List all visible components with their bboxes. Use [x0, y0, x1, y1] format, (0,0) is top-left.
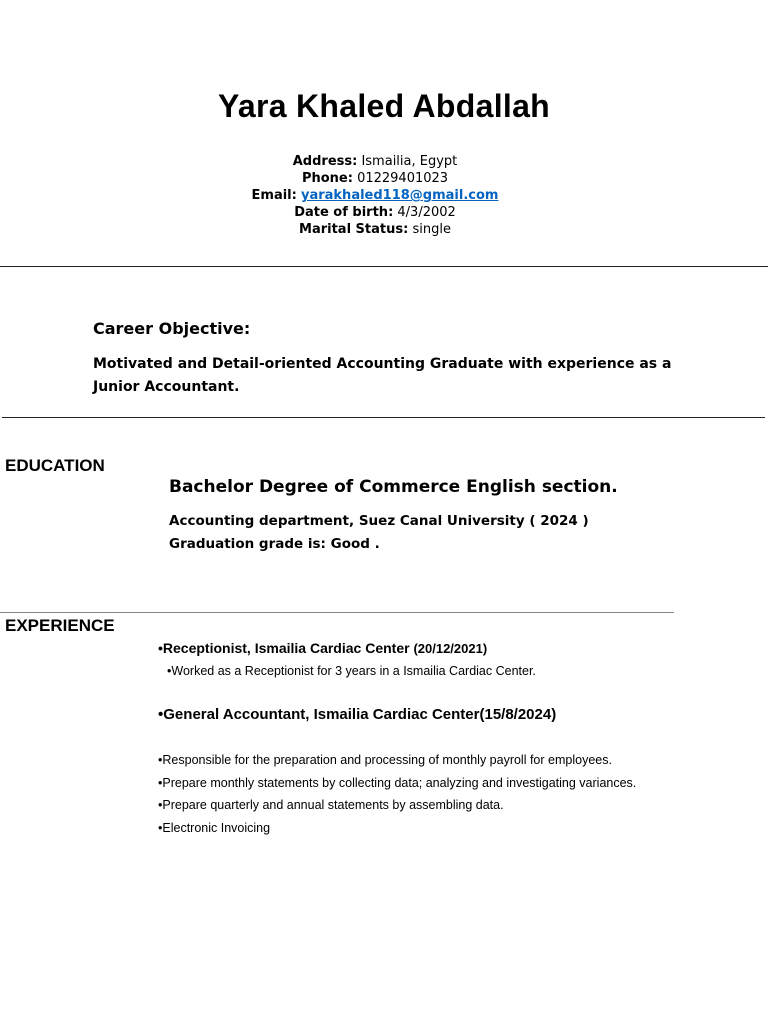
address-line — [0, 153, 750, 170]
email-link[interactable]: yarakhaled118@gmail.com — [300, 188, 499, 203]
duty-text: Electronic Invoicing — [162, 821, 271, 835]
bullet-icon: • — [167, 664, 172, 678]
job1-date: (20/12/2021) — [413, 641, 488, 656]
duty-text: Responsible for the preparation and processing of monthly payroll for employees. — [162, 753, 612, 767]
job2-title: General Accountant, Ismailia Cardiac Center(15/8/2024) — [163, 706, 557, 723]
email-label: Email: — [251, 188, 297, 203]
bullet-icon: • — [158, 821, 163, 835]
divider-education — [0, 612, 674, 613]
experience-title: EXPERIENCE — [5, 616, 115, 635]
job2-heading — [158, 706, 556, 723]
dob-label: Date of birth: — [294, 205, 394, 220]
dob-value: 4/3/2002 — [397, 205, 456, 220]
phone-line — [0, 170, 750, 187]
career-objective-title: Career Objective: — [93, 319, 251, 338]
job1-desc-item — [167, 664, 536, 678]
divider-career — [2, 417, 765, 418]
marital-value: single — [412, 222, 451, 237]
address-label: Address: — [292, 154, 358, 169]
duty-text: Prepare monthly statements by collecting data; analyzing and investigating variances. — [162, 776, 637, 790]
bullet-icon: • — [158, 776, 163, 790]
bullet-icon: • — [158, 753, 163, 767]
career-objective-text: Motivated and Detail-oriented Accounting Graduate with experience as a Junior Accountant. — [93, 356, 672, 395]
phone-value: 01229401023 — [357, 171, 449, 186]
duty-item — [158, 753, 612, 767]
education-university: Accounting department, Suez Canal University ( 2024 ) — [169, 513, 589, 529]
duty-item — [158, 776, 636, 790]
job1-title: Receptionist, Ismailia Cardiac Center — [162, 640, 410, 656]
education-degree: Bachelor Degree of Commerce English section. — [169, 477, 618, 497]
marital-label: Marital Status: — [299, 222, 409, 237]
job1-desc: Worked as a Receptionist for 3 years in a Ismailia Cardiac Center. — [171, 664, 536, 678]
divider-header — [0, 266, 768, 267]
bullet-icon: • — [158, 798, 163, 812]
duty-item — [158, 798, 504, 812]
duty-item — [158, 821, 270, 835]
resume-name: Yara Khaled Abdallah — [217, 88, 551, 124]
dob-line — [0, 204, 750, 221]
phone-label: Phone: — [301, 171, 353, 186]
email-line — [0, 187, 750, 204]
bullet-icon: • — [158, 706, 164, 723]
bullet-icon: • — [158, 640, 163, 656]
education-grade: Graduation grade is: Good . — [169, 536, 380, 552]
education-title: EDUCATION — [5, 456, 105, 475]
marital-line — [0, 221, 750, 238]
job1-heading — [158, 640, 487, 656]
duty-text: Prepare quarterly and annual statements by assembling data. — [162, 798, 504, 812]
address-value: Ismailia, Egypt — [361, 154, 458, 169]
